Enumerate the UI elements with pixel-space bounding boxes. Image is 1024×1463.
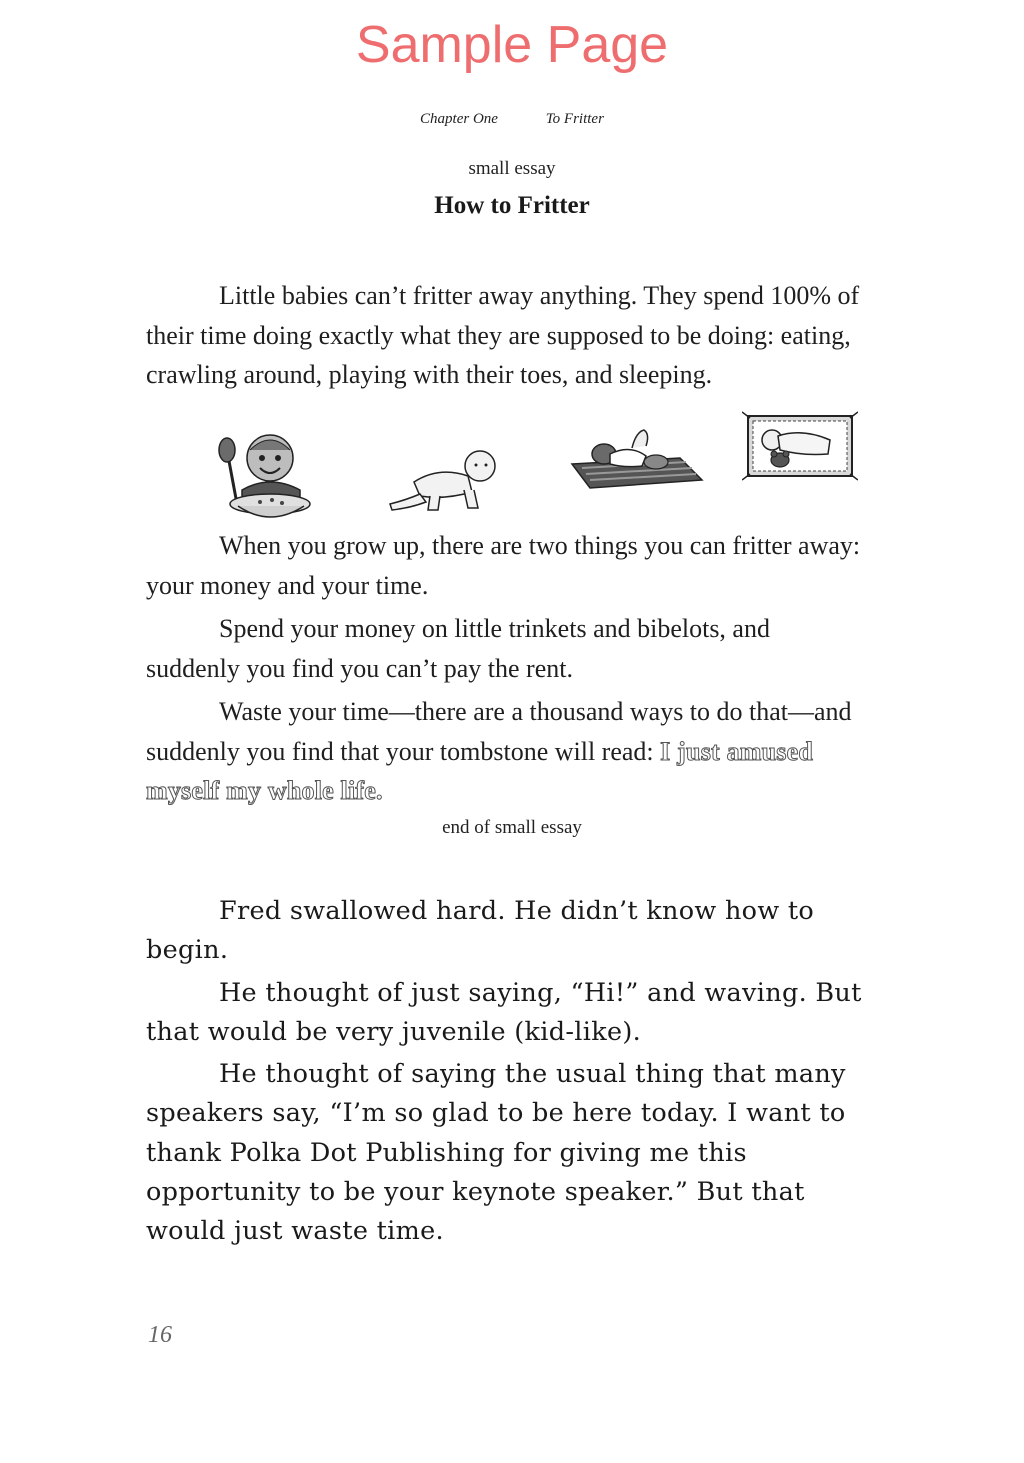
running-head-title: To Fritter bbox=[545, 111, 604, 127]
running-head bbox=[0, 111, 1024, 128]
baby-crawling-icon bbox=[384, 448, 506, 516]
essay-label: small essay bbox=[468, 158, 556, 179]
story-body bbox=[146, 892, 876, 1255]
essay-title: How to Fritter bbox=[434, 192, 590, 219]
essay-paragraph: Spend your money on little trinkets and bibelots, and suddenly you find you can’t pay the rent. bbox=[146, 614, 770, 683]
essay-body bbox=[146, 526, 866, 815]
baby-playing-with-toes-icon bbox=[570, 424, 704, 490]
story-paragraph: He thought of saying the usual thing that many speakers say, “I’m so glad to be here today. I want to thank Polka Dot Publishing for giving me this opportunity to be your keynote speaker.” But that would just waste time. bbox=[146, 1059, 846, 1247]
essay-intro bbox=[146, 276, 866, 399]
essay-paragraph: When you grow up, there are two things you can fritter away: your money and your time. bbox=[146, 531, 861, 600]
baby-sleeping-icon bbox=[742, 410, 858, 482]
baby-eating-icon bbox=[212, 430, 314, 522]
end-of-essay-label: end of small essay bbox=[442, 817, 582, 838]
tombstone-epitaph: I just amused myself my whole life. bbox=[146, 736, 814, 805]
running-head-chapter: Chapter One bbox=[420, 111, 498, 127]
essay-paragraph: Little babies can’t fritter away anything. They spend 100% of their time doing exactly what they are supposed to be doing: eating, crawling around, playing with their toes, and sleeping. bbox=[146, 281, 860, 389]
story-paragraph: Fred swallowed hard. He didn’t know how to begin. bbox=[146, 896, 815, 966]
essay-paragraph bbox=[146, 692, 866, 811]
sample-page-watermark: Sample Page bbox=[355, 16, 669, 74]
page-number: 16 bbox=[148, 1322, 172, 1348]
story-paragraph: He thought of just saying, “Hi!” and waving. But that would be very juvenile (kid-like). bbox=[146, 977, 862, 1047]
essay-paragraph-lead: Waste your time—there are a thousand ways to do that—and suddenly you find that your tombstone will read: bbox=[146, 697, 852, 766]
